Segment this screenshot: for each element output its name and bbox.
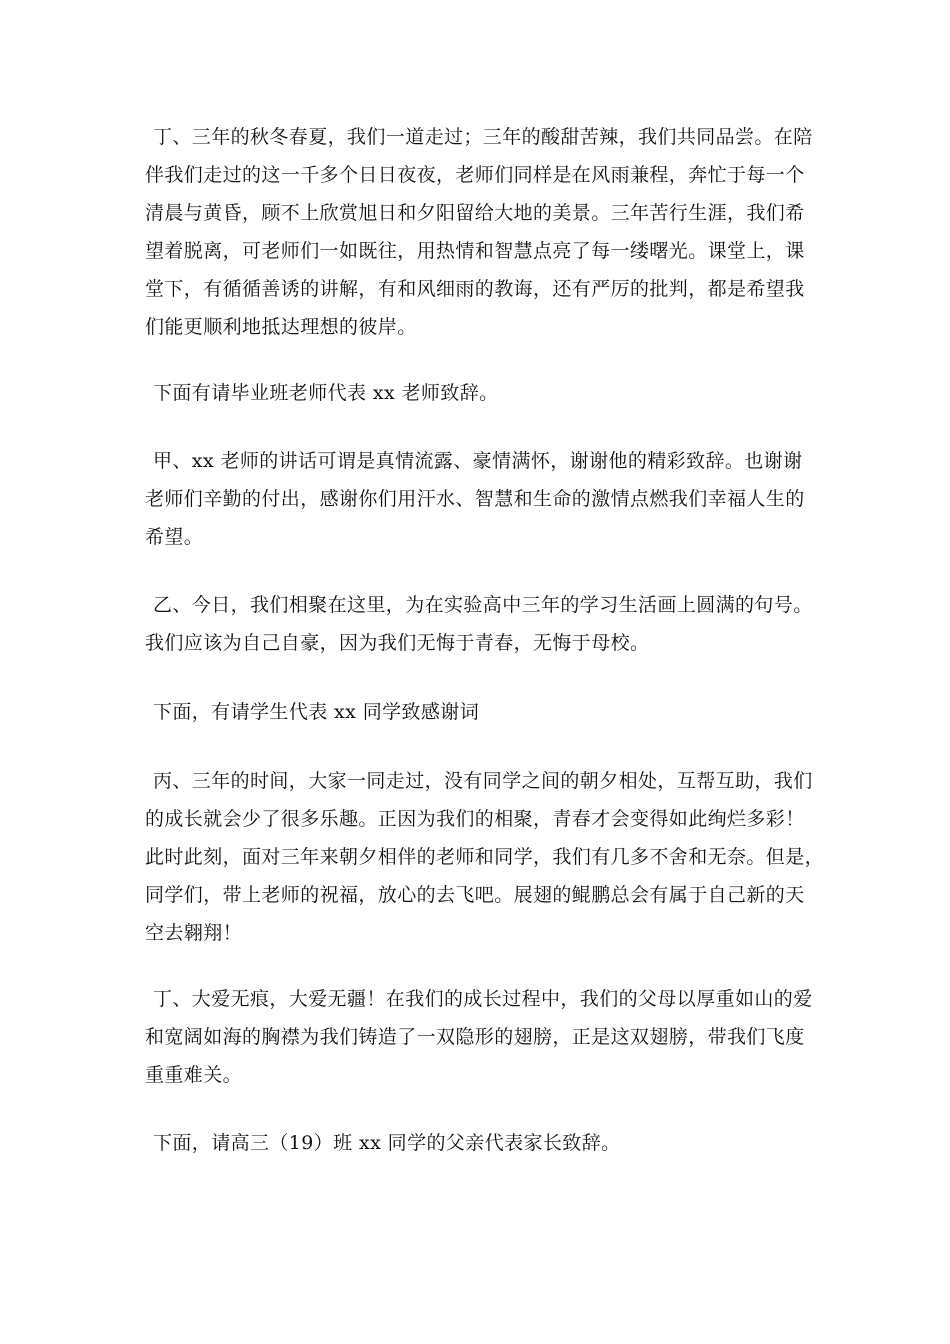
text-line: 清晨与黄昏，顾不上欣赏旭日和夕阳留给大地的美景。三年苦行生涯，我们希 (145, 202, 805, 224)
text-line: 丁、三年的秋冬春夏，我们一道走过；三年的酸甜苦辣，我们共同品尝。在陪 (153, 126, 813, 148)
paragraph-jia (145, 442, 810, 556)
paragraph-student-intro (145, 693, 810, 731)
text-line: 们能更顺利地抵达理想的彼岸。 (145, 316, 417, 338)
text-line: 我们应该为自己自豪，因为我们无悔于青春，无悔于母校。 (145, 632, 650, 654)
text-line: 下面，有请学生代表 xx 同学致感谢词 (153, 701, 480, 723)
text-line: 丙、三年的时间，大家一同走过，没有同学之间的朝夕相处，互帮互助，我们 (153, 770, 813, 792)
text-line: 此时此刻，面对三年来朝夕相伴的老师和同学，我们有几多不舍和无奈。但是， (145, 846, 825, 868)
text-line: 伴我们走过的这一千多个日日夜夜，老师们同样是在风雨兼程，奔忙于每一个 (145, 164, 805, 186)
text-line: 空去翱翔！ (145, 922, 243, 944)
text-line: 的成长就会少了很多乐趣。正因为我们的相聚，青春才会变得如此绚烂多彩！ (145, 808, 805, 830)
paragraph-ding-1 (145, 118, 813, 346)
text-line: 重重难关。 (145, 1064, 243, 1086)
text-line: 希望。 (145, 526, 204, 548)
text-line: 望着脱离，可老师们一如既往，用热情和智慧点亮了每一缕曙光。课堂上，课 (145, 240, 805, 262)
text-line: 乙、今日，我们相聚在这里，为在实验高中三年的学习生活画上圆满的句号。 (153, 594, 813, 616)
text-line: 下面有请毕业班老师代表 xx 老师致辞。 (153, 382, 499, 404)
text-line: 下面，请高三（19）班 xx 同学的父亲代表家长致辞。 (153, 1132, 621, 1154)
paragraph-bing (145, 762, 825, 952)
paragraph-teacher-intro (145, 374, 810, 412)
text-line: 丁、大爱无痕，大爱无疆！在我们的成长过程中，我们的父母以厚重如山的爱 (153, 988, 813, 1010)
text-line: 和宽阔如海的胸襟为我们铸造了一双隐形的翅膀，正是这双翅膀，带我们飞度 (145, 1026, 805, 1048)
text-line: 同学们，带上老师的祝福，放心的去飞吧。展翅的鲲鹏总会有属于自己新的天 (145, 884, 805, 906)
text-line: 甲、xx 老师的讲话可谓是真情流露、豪情满怀，谢谢他的精彩致辞。也谢谢 (153, 450, 803, 472)
paragraph-ding-2 (145, 980, 813, 1094)
paragraph-parent-intro (145, 1124, 810, 1162)
text-line: 老师们辛勤的付出，感谢你们用汗水、智慧和生命的激情点燃我们幸福人生的 (145, 488, 805, 510)
paragraph-yi (145, 586, 813, 662)
text-line: 堂下，有循循善诱的讲解，有和风细雨的教诲，还有严厉的批判，都是希望我 (145, 278, 805, 300)
